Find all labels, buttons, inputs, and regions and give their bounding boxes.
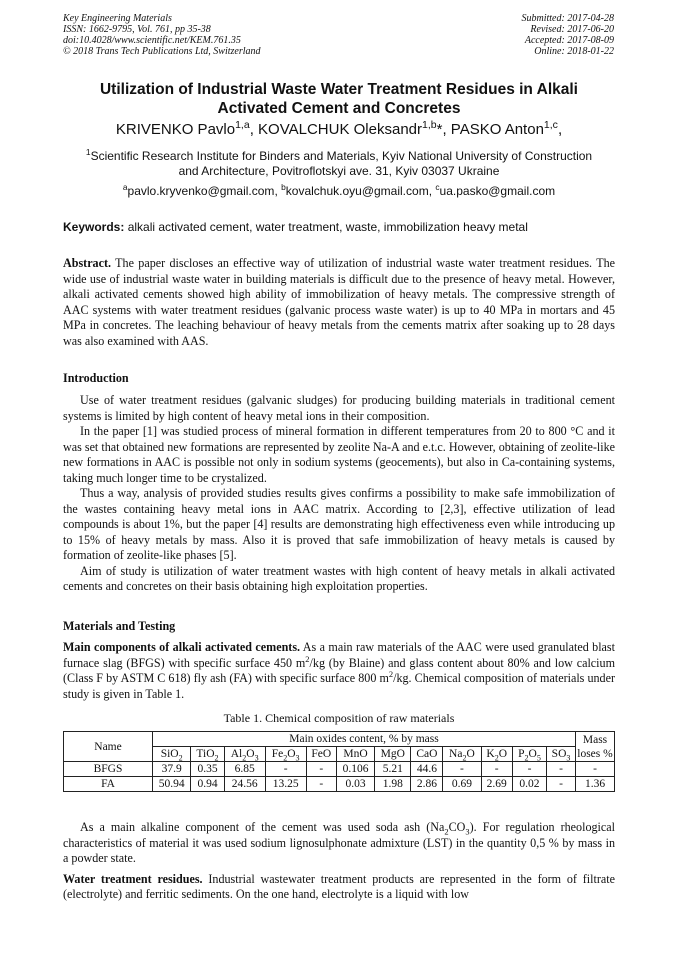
section-heading-materials: Materials and Testing — [63, 619, 176, 633]
table-cell: 24.56 — [224, 777, 265, 792]
table-cell: 6.85 — [224, 762, 265, 777]
table-cell: 0.94 — [191, 777, 224, 792]
abstract — [63, 256, 615, 349]
column-header: $Al_2O_3$ — [224, 747, 265, 762]
author-emails: $^a$pavlo.kryvenko@gmail.com, $^b$kovalchuk.oyu@gmail.com, $^c$ua.pasko@gmail.com — [122, 182, 556, 198]
table-cell: 0.03 — [336, 777, 374, 792]
table-cell: - — [481, 762, 512, 777]
introduction-body — [63, 393, 615, 595]
journal-header-right — [522, 13, 615, 57]
column-header: MgO — [375, 747, 411, 762]
keywords — [63, 220, 615, 235]
accepted-date: Accepted: 2017-08-09 — [524, 35, 614, 46]
column-header: $K_2O$ — [481, 747, 512, 762]
name-header: Name — [64, 732, 153, 762]
paragraph: Aim of study is utilization of water treatment wastes with high content of heavy metals in alkali activated cements and concretes on their basis obtaining high exploitation properties. — [63, 563, 615, 593]
table-caption: Table 1. Chemical composition of raw materials — [223, 711, 455, 725]
author: KOVALCHUK Oleksandr$^{1,b}$*, — [258, 119, 451, 138]
chemical-composition-table — [63, 731, 615, 792]
table-cell: 44.6 — [411, 762, 443, 777]
table-cell: 2.86 — [411, 777, 443, 792]
affiliation-line-1: $^1$Scientific Research Institute for Binders and Materials, Kyiv National University of Construction — [85, 147, 593, 163]
table-cell: 0.02 — [512, 777, 546, 792]
author: KRIVENKO Pavlo$^{1,a}$, — [115, 119, 259, 138]
column-header: MnO — [336, 747, 374, 762]
table-cell: - — [547, 762, 576, 777]
journal-name: Key Engineering Materials — [63, 13, 172, 24]
post-table-body — [63, 820, 615, 903]
revised-date: Revised: 2017-06-20 — [530, 24, 614, 35]
table-cell: - — [265, 762, 306, 777]
email-link[interactable]: $^b$kovalchuk.oyu@gmail.com — [281, 182, 429, 198]
table-cell: 1.98 — [375, 777, 411, 792]
author-list — [63, 121, 615, 139]
column-header: $Fe_2O_3$ — [265, 747, 306, 762]
doi: doi:10.4028/www.scientific.net/KEM.761.35 — [63, 35, 241, 46]
journal-header-left — [63, 13, 261, 57]
title-line-1: Utilization of Industrial Waste Water Treatment Residues in Alkali — [99, 81, 578, 98]
paragraph: Use of water treatment residues (galvanic sludges) for producing building materials in traditional cement systems is limited by high content of heavy metal ions in their composition. — [63, 393, 615, 423]
online-date: Online: 2018-01-22 — [534, 46, 614, 57]
table-cell: - — [576, 762, 615, 777]
table-header-row — [64, 732, 615, 747]
mass-loss-header: Mass loses % — [577, 733, 613, 760]
paragraph: Water treatment residues. Industrial wastewater treatment products are represented in the form of filtrate (electrolyte) and ferritic sediments. On the one hand, electrolyte is a liquid with low — [63, 871, 615, 901]
materials-body — [63, 640, 615, 702]
column-header: $P_2O_5$ — [512, 747, 546, 762]
paragraph: Thus a way, analysis of provided studies results gives confirms a possibility to make safe immobilization of the wastes containing heavy metal ions in AAC matrix. According to [2,3], effective utilization of lead compounds is about 1%, but the paper [4] results are demonstrating high effectiveness even while introducing up to 15% of heavy metals by mass. Also it is proved that safe immobilization of heavy metals is caused by formation of zeolite-like phases [5]. — [63, 486, 615, 562]
keywords-text: alkali activated cement, water treatment, waste, immobilization heavy metal — [124, 220, 528, 234]
column-header: TiO$_2$ — [191, 747, 224, 762]
paper-title — [63, 80, 615, 118]
column-header: FeO — [306, 747, 336, 762]
column-header: CaO — [411, 747, 443, 762]
table-cell: - — [306, 777, 336, 792]
row-name: FA — [64, 777, 153, 792]
affiliation — [63, 149, 615, 179]
table-cell: - — [443, 762, 481, 777]
row-name: BFGS — [64, 762, 153, 777]
paragraph: In the paper [1] was studied process of mineral formation in different temperatures from 20 to 800 °C and it was set that obtained new formations are represented by zeolite Na-A and e.t.c. However, obtaining of zeolite-like new formations in AAC is possible not only in sodium systems (geocements), but also in Ca-containing systems, taking much longer time to be crystalized. — [63, 424, 615, 485]
table-cell: 0.106 — [336, 762, 374, 777]
email-link[interactable]: $^a$pavlo.kryvenko@gmail.com — [122, 182, 275, 198]
table-cell: 13.25 — [265, 777, 306, 792]
table-row-bfgs — [64, 762, 615, 777]
author: PASKO Anton$^{1,c}$, — [450, 119, 563, 138]
oxides-group-header: Main oxides content, % by mass — [153, 732, 576, 747]
table-cell: 0.69 — [443, 777, 481, 792]
table-cell: - — [512, 762, 546, 777]
table-cell: - — [547, 777, 576, 792]
column-header: $Na_2O$ — [443, 747, 481, 762]
paragraph: Main components of alkali activated cements. As a main raw materials of the AAC were used granulated blast furnace slag (BFGS) with specific surface 450 $m^2/kg$ (by Blaine) and glass content about 80% and low calcium (Class F by ASTM C 618) fly ash (FA) with specific surface 800 $m^2/kg$. Chemical composition of materials under study is given in Table 1. — [63, 640, 615, 701]
copyright: © 2018 Trans Tech Publications Ltd, Switzerland — [63, 46, 261, 57]
subheading-main-components: Main components of alkali activated cements. — [63, 640, 301, 654]
table-cell: 1.36 — [576, 777, 615, 792]
paragraph: As a main alkaline component of the cement was used soda ash $(Na_2CO_3)$. For regulation rheological characteristics of material it was used sodium lignosulphonate admixture (LST) in the quantity 0,5 % by mass in a powder state. — [63, 820, 615, 865]
column-header: SiO$_2$ — [153, 747, 191, 762]
table-cell: 0.35 — [191, 762, 224, 777]
email-link[interactable]: $^c$ua.pasko@gmail.com — [435, 182, 556, 198]
table-cell: 2.69 — [481, 777, 512, 792]
subheading-water-treatment: Water treatment residues. — [63, 871, 203, 886]
column-header: $SO_3$ — [547, 747, 576, 762]
table-cell: 5.21 — [375, 762, 411, 777]
submitted-date: Submitted: 2017-04-28 — [521, 13, 614, 24]
issn: ISSN: 1662-9795, Vol. 761, pp 35-38 — [63, 24, 211, 35]
table-cell: - — [306, 762, 336, 777]
table-row-fa — [64, 777, 615, 792]
affiliation-line-2: and Architecture, Povitroflotskyi ave. 31, Kyiv 03037 Ukraine — [178, 164, 500, 178]
section-heading-introduction: Introduction — [63, 371, 129, 385]
keywords-label: Keywords: — [63, 220, 125, 234]
table-cell: 50.94 — [153, 777, 191, 792]
table-cell: 37.9 — [153, 762, 191, 777]
abstract-text: The paper discloses an effective way of utilization of industrial waste water treatment residues. The wide use of industrial waste water in building materials is difficult due to the presence of heavy metal. However, alkali activated cements showed high ability of immobilization of heavy metals. The compressive strength of AAC systems with water treatment residues (galvanic process waste water) is up to 40 MPa in mortars and 45 MPa in concretes. The leaching behaviour of heavy metals from the cements matrix after soaking up to 28 days was also examined with AAS. — [63, 256, 615, 348]
abstract-label: Abstract. — [63, 256, 112, 270]
title-line-2: Activated Cement and Concretes — [217, 100, 461, 117]
